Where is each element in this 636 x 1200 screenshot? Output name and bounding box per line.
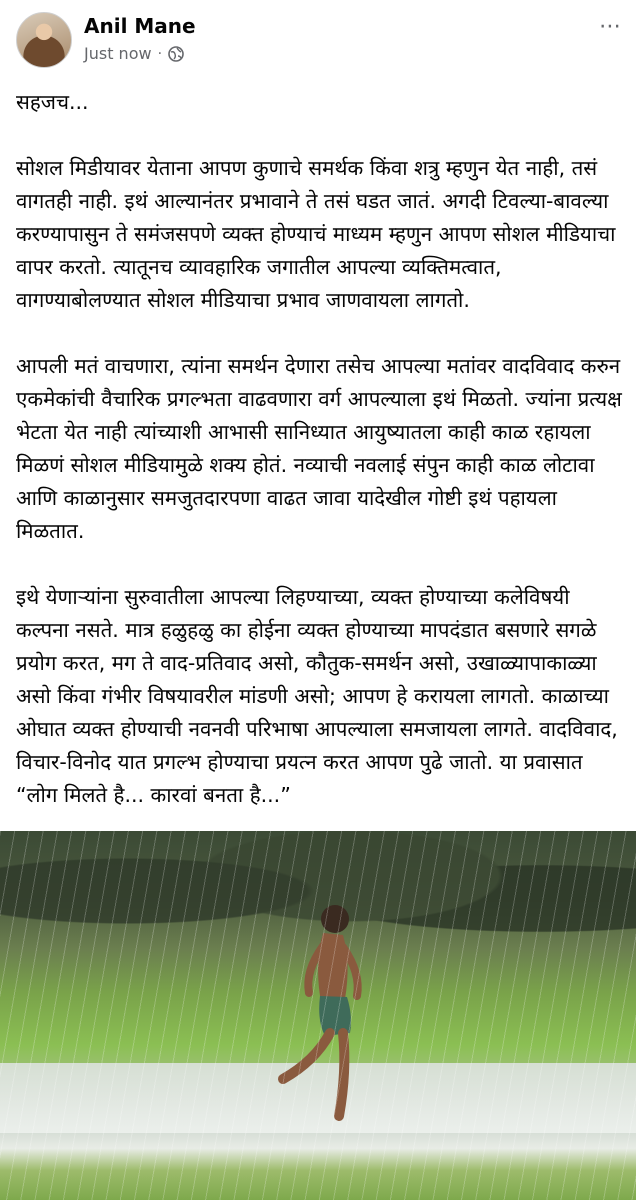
more-options-icon[interactable]: ⋯ [599,14,622,39]
post-paragraph: इथे येणाऱ्यांना सुरुवातीला आपल्या लिहण्याच्या, व्यक्त होण्याच्या कलेविषयी कल्पना नसते. मात्र हळुहळु का होईना व्यक्त होण्याच्या मापदंडात बसणारे सगळे प्रयोग करत, मग ते वाद-प्रतिवाद असो, कौतुक-समर्थन असो, उखाळ्यापाकाळ्या असो किंवा गंभीर विषयावरील मांडणी असो; आपण हे करायला लागतो. काळाच्या ओघात व्यक्त होण्याची नवनवी परिभाषा आपल्याला समजायला लागते. वादविवाद, विचार-विनोद यात प्रगल्भ होण्याचा प्रयत्न करत आपण पुढे जातो. या प्रवासात “लोग मिलते है... कारवां बनता है...” [16,585,618,807]
post-time[interactable]: Just now [84,44,152,63]
author-name[interactable]: Anil Mane [84,14,196,38]
globe-icon[interactable] [168,46,184,62]
post-text [16,86,626,845]
post-paragraph: सोशल मिडीयावर येताना आपण कुणाचे समर्थक किंवा शत्रु म्हणुन येत नाही, तसं वागतही नाही. इथं आल्यानंतर प्रभावाने ते तसं घडत जातं. अगदी टिवल्या-बावल्या करण्यापासुन ते समंजसपणे व्यक्त होण्याचं माध्यम म्हणुन आपण सोशल मीडियाचा वापर करतो. त्यातूनच व्यावहारिक जगातील आपल्या व्यक्तिमत्वात, वागण्याबोलण्यात सोशल मीडियाचा प्रभाव जाणवायला लागतो. [16,156,616,312]
photo-rain [0,831,636,1200]
post-photo[interactable] [0,831,636,1200]
post-paragraph: आपली मतं वाचणारा, त्यांना समर्थन देणारा तसेच आपल्या मतांवर वादविवाद करुन एकमेकांची वैचारिक प्रगल्भता वाढवणारा वर्ग आपल्याला इथं मिळतो. ज्यांना प्रत्यक्ष भेटता येत नाही त्यांच्याशी आभासी सानिध्यात आयुष्यातला काही काळ रहायला मिळणं सोशल मीडियामुळे शक्य होतं. नव्याची नवलाई संपुन काही काळ लोटावा आणि काळानुसार समजुतदारपणा वाढत जावा यादेखील गोष्टी इथं पहायला मिळतात. [16,354,622,543]
post-meta [84,44,184,63]
separator-dot: · [157,45,163,62]
post-paragraph: सहजच... [16,90,89,114]
author-avatar[interactable] [16,12,72,68]
post-header [0,0,636,80]
